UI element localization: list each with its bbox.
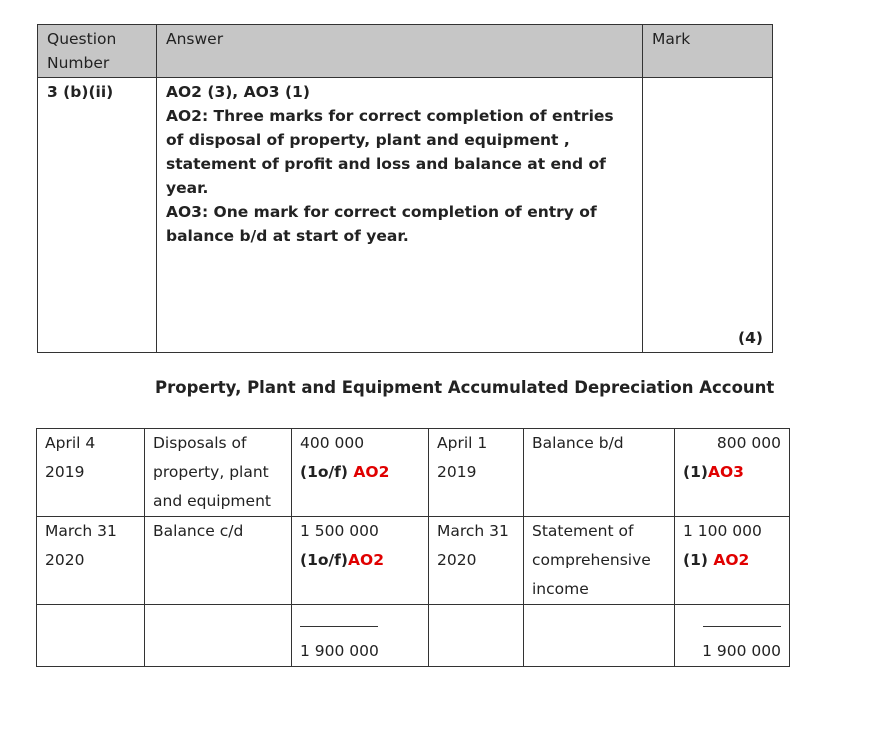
answer-line: AO3: One mark for correct completion of entry of balance b/d at start of year. — [166, 203, 597, 245]
debit-amount: 1 500 000 — [300, 522, 379, 540]
credit-date: March 31 2020 — [429, 517, 524, 605]
debit-total: 1 900 000 — [300, 642, 379, 660]
empty-cell — [145, 605, 292, 667]
question-number-header: Question Number — [38, 25, 157, 78]
account-title: Property, Plant and Equipment Accumulated Depreciation Account — [155, 378, 775, 397]
assessment-objective-code: AO2 — [353, 463, 390, 481]
credit-amount: 800 000 — [716, 434, 781, 452]
credit-amount-cell — [675, 517, 790, 605]
mark-annotation: (1) — [683, 551, 714, 569]
ledger-account-table — [36, 428, 790, 667]
empty-cell — [37, 605, 145, 667]
answer-line: AO2: Three marks for correct completion of entries of disposal of property, plant and equipment , statement of profit and loss and balance at end of year. — [166, 107, 614, 197]
answer-line: AO2 (3), AO3 (1) — [166, 83, 310, 101]
total-rule — [703, 614, 781, 627]
ledger-totals-row — [37, 605, 790, 667]
empty-cell — [524, 605, 675, 667]
assessment-objective-code: AO3 — [707, 463, 744, 481]
mark-annotation: (1) — [683, 463, 708, 481]
assessment-objective-code: AO2 — [348, 551, 384, 569]
debit-date: March 31 2020 — [37, 517, 145, 605]
total-rule — [300, 614, 378, 627]
credit-amount-cell — [675, 429, 790, 517]
mark-cell — [643, 78, 773, 353]
debit-total-cell — [292, 605, 429, 667]
credit-amount: 1 100 000 — [683, 522, 762, 540]
debit-amount-cell — [292, 429, 429, 517]
assessment-objective-code: AO2 — [713, 551, 750, 569]
answer-cell — [157, 78, 643, 353]
credit-description: Balance b/d — [524, 429, 675, 517]
credit-date: April 1 2019 — [429, 429, 524, 517]
answer-header: Answer — [157, 25, 643, 78]
question-number: 3 (b)(ii) — [38, 78, 157, 353]
mark-annotation: (1o/f) — [300, 463, 354, 481]
debit-amount: 400 000 — [300, 434, 365, 452]
debit-description: Balance c/d — [145, 517, 292, 605]
ledger-row — [37, 517, 790, 605]
empty-cell — [429, 605, 524, 667]
mark-header: Mark — [643, 25, 773, 78]
mark-scheme-header-row — [38, 25, 773, 78]
mark-scheme-row — [38, 78, 773, 353]
mark-value: (4) — [738, 329, 763, 347]
debit-description: Disposals of property, plant and equipment — [145, 429, 292, 517]
ledger-row — [37, 429, 790, 517]
credit-total: 1 900 000 — [702, 642, 781, 660]
debit-date: April 4 2019 — [37, 429, 145, 517]
credit-description: Statement of comprehensive income — [524, 517, 675, 605]
mark-annotation: (1o/f) — [300, 551, 349, 569]
mark-scheme-table — [37, 24, 773, 353]
credit-total-cell — [675, 605, 790, 667]
debit-amount-cell — [292, 517, 429, 605]
